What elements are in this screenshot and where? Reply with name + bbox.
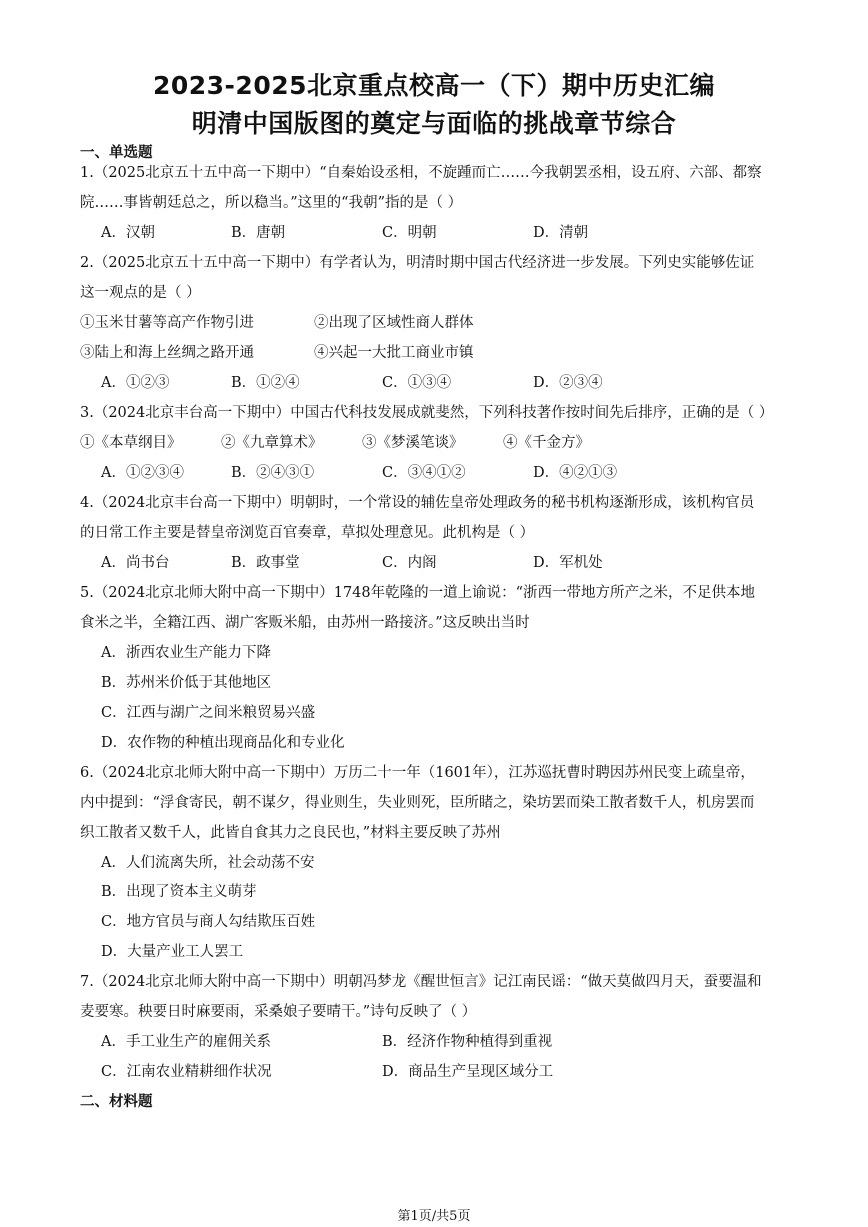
question-4-option-d: D．军机处 <box>533 555 603 571</box>
question-7-option-c: C．江南农业精耕细作状况 <box>101 1064 272 1080</box>
question-6-option-d: D．大量产业工人罢工 <box>101 944 244 960</box>
question-7-stem: 7.（2024北京北师大附中高一下期中）明朝冯梦龙《醒世恒言》记江南民谣：“做天莫做四月天，蚕要温和 <box>80 974 762 990</box>
question-2-item-4: ④兴起一大批工商业市镇 <box>314 345 474 361</box>
question-1-option-b: B．唐朝 <box>231 225 286 241</box>
question-7-option-a: A．手工业生产的雇佣关系 <box>101 1034 271 1050</box>
page-number: 第1页/共5页 <box>397 1209 471 1224</box>
question-2-option-a: A．①②③ <box>101 375 170 391</box>
question-3-option-b: B．②④③① <box>231 465 315 481</box>
question-5-option-a: A．浙西农业生产能力下降 <box>101 645 271 661</box>
question-1-stem: 1.（2025北京五十五中高一下期中）“自秦始设丞相，不旋踵而亡……今我朝罢丞相，设五府、六部、都察 <box>80 165 762 181</box>
question-3-item-3: ③《梦溪笔谈》 <box>362 435 464 451</box>
question-1-option-d: D．清朝 <box>533 225 589 241</box>
question-5-option-c: C．江西与湖广之间米粮贸易兴盛 <box>101 705 316 721</box>
question-7-stem-cont: 麦要寒。秧要日时麻要雨，采桑娘子要晴干。”诗句反映了（ ） <box>80 1004 477 1020</box>
question-2-option-d: D．②③④ <box>533 375 603 391</box>
question-1-stem-cont: 院……事皆朝廷总之，所以稳当。”这里的“我朝”指的是（ ） <box>80 195 463 211</box>
question-2-stem: 2.（2025北京五十五中高一下期中）有学者认为，明清时期中国古代经济进一步发展。下列史实能够佐证 <box>80 255 755 271</box>
question-3-option-c: C．③④①② <box>382 465 466 481</box>
question-5-stem-cont: 食米之半，全籍江西、湖广客贩米船，由苏州一路接济。”这反映出当时 <box>80 615 530 631</box>
section-heading-material: 二、材料题 <box>80 1094 153 1110</box>
question-2-item-2: ②出现了区域性商人群体 <box>314 315 474 331</box>
question-6-option-c: C．地方官员与商人勾结欺压百姓 <box>101 914 316 930</box>
question-7-option-b: B．经济作物种植得到重视 <box>382 1034 553 1050</box>
question-4-stem: 4.（2024北京丰台高一下期中）明朝时，一个常设的辅佐皇帝处理政务的秘书机构逐渐形成，该机构官员 <box>80 495 755 511</box>
question-3-option-a: A．①②③④ <box>101 465 184 481</box>
question-6-stem-cont-2: 织工散者又数千人，此皆自食其力之良民也，”材料主要反映了苏州 <box>80 825 501 841</box>
question-2-option-b: B．①②④ <box>231 375 300 391</box>
question-6-stem-cont: 内中提到：“浮食寄民，朝不谋夕，得业则生，失业则死，臣所睹之，染坊罢而染工散者数千人，机房罢而 <box>80 795 755 811</box>
question-4-option-c: C．内阁 <box>382 555 437 571</box>
question-2-item-1: ①玉米甘薯等高产作物引进 <box>80 315 254 331</box>
question-5-option-b: B．苏州米价低于其他地区 <box>101 675 272 691</box>
question-4-option-b: B．政事堂 <box>231 555 300 571</box>
question-3-item-2: ②《九章算术》 <box>221 435 323 451</box>
question-5-option-d: D．农作物的种植出现商品化和专业化 <box>101 735 345 751</box>
document-title-line2: 明清中国版图的奠定与面临的挑战章节综合 <box>191 109 677 138</box>
document-title-line1: 2023-2025北京重点校高一（下）期中历史汇编 <box>152 71 716 100</box>
question-1-option-c: C．明朝 <box>382 225 437 241</box>
question-2-stem-cont: 这一观点的是（ ） <box>80 285 201 301</box>
question-2-option-c: C．①③④ <box>382 375 452 391</box>
question-3-stem: 3.（2024北京丰台高一下期中）中国古代科技发展成就斐然，下列科技著作按时间先后排序，正确的是（ ） <box>80 405 774 421</box>
section-heading-single-choice: 一、单选题 <box>80 145 153 161</box>
question-4-stem-cont: 的日常工作主要是替皇帝浏览百官奏章，草拟处理意见。此机构是（ ） <box>80 525 535 541</box>
question-3-item-1: ①《本草纲目》 <box>80 435 182 451</box>
question-1-option-a: A．汉朝 <box>101 225 155 241</box>
question-3-item-4: ④《千金方》 <box>503 435 590 451</box>
question-6-stem: 6.（2024北京北师大附中高一下期中）万历二十一年（1601年），江苏巡抚曹时聘因苏州民变上疏皇帝， <box>80 765 755 781</box>
question-4-option-a: A．尚书台 <box>101 555 170 571</box>
question-2-item-3: ③陆上和海上丝绸之路开通 <box>80 345 254 361</box>
question-7-option-d: D．商品生产呈现区域分工 <box>382 1064 554 1080</box>
question-6-option-a: A．人们流离失所，社会动荡不安 <box>101 855 315 871</box>
question-6-option-b: B．出现了资本主义萌芽 <box>101 884 257 900</box>
question-5-stem: 5.（2024北京北师大附中高一下期中）1748年乾隆的一道上谕说：“浙西一带地方所产之米，不足供本地 <box>80 585 756 601</box>
question-3-option-d: D．④②①③ <box>533 465 618 481</box>
